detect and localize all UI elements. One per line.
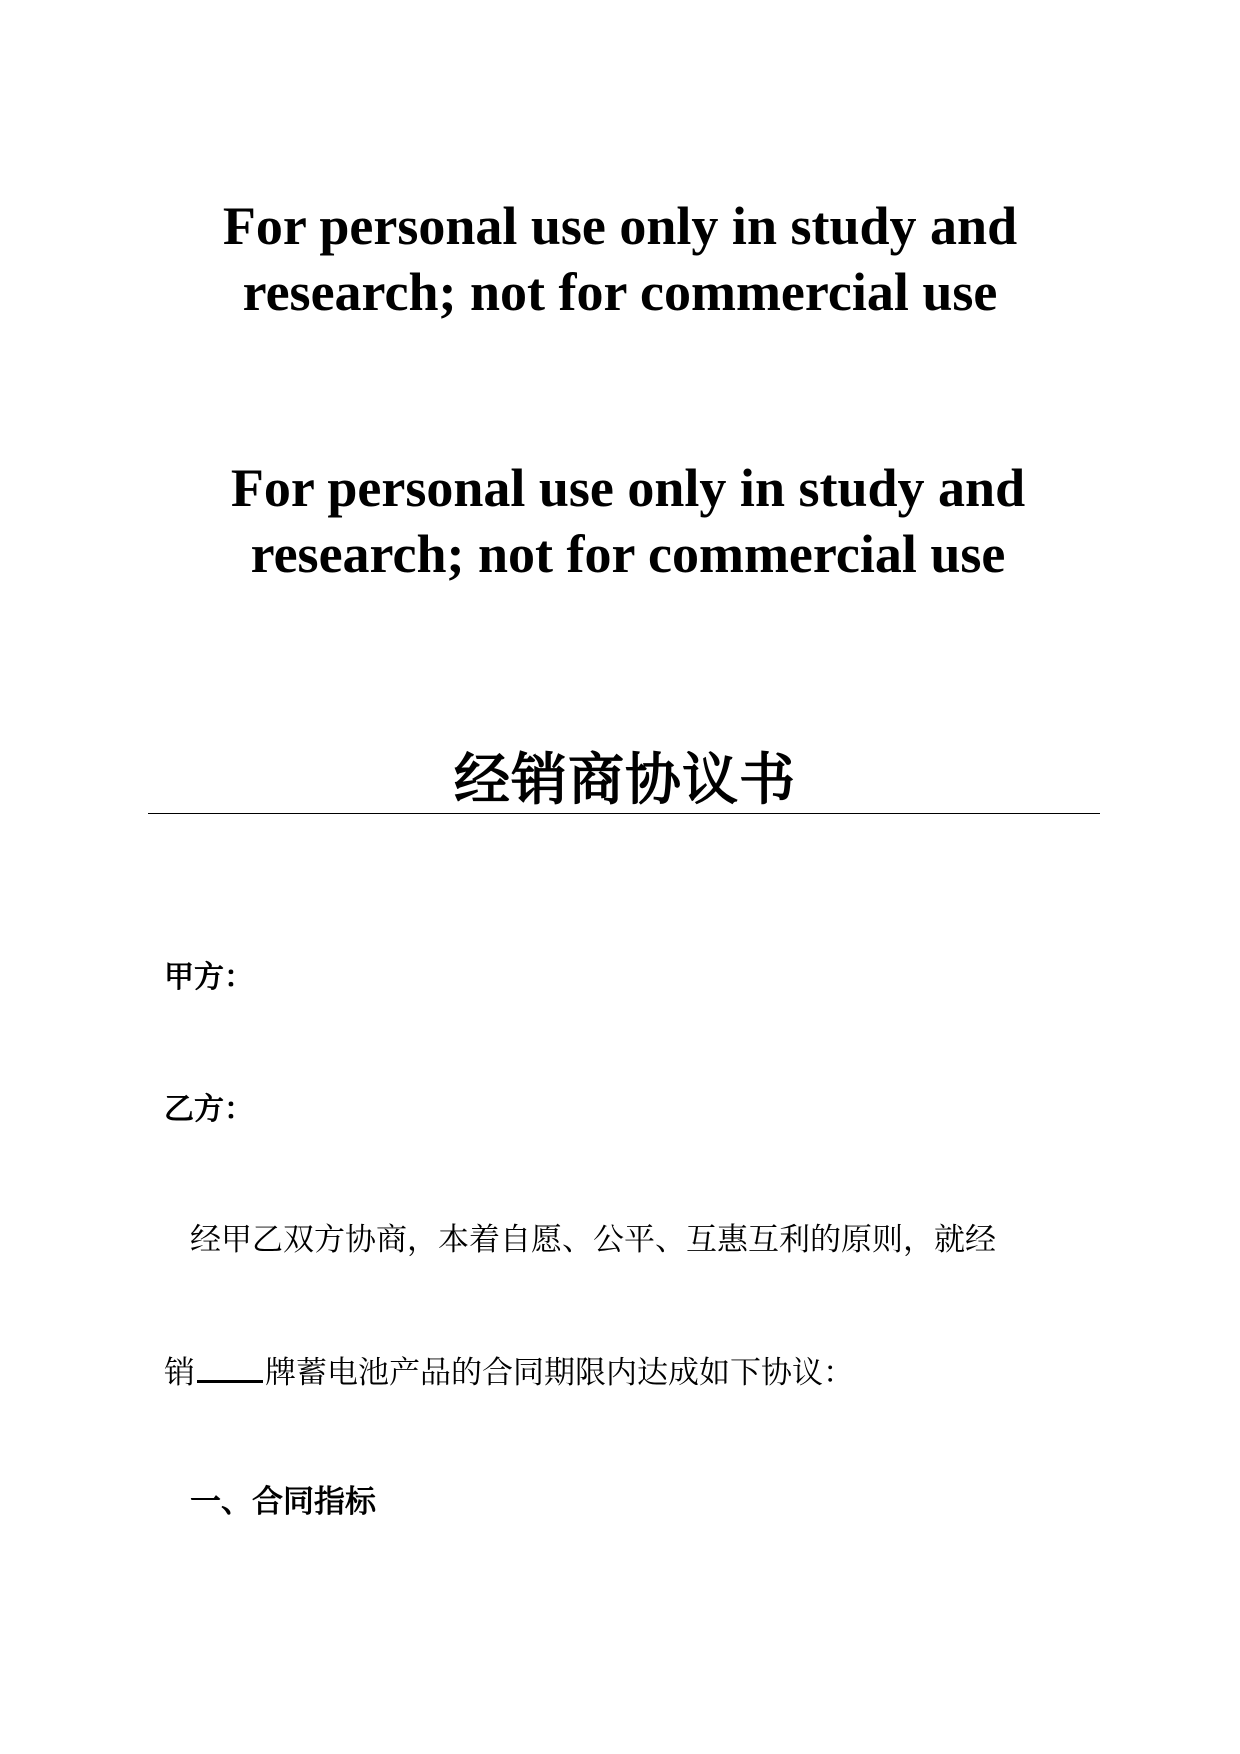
usage-notice-2	[158, 455, 1098, 587]
party-a-label: 甲方：	[164, 960, 254, 995]
usage-notice-1	[150, 193, 1090, 325]
intro-line-2-suffix: 牌蓄电池产品的合同期限内达成如下协议：	[265, 1355, 854, 1391]
intro-paragraph-line-2	[164, 1350, 854, 1395]
title-underline	[148, 813, 1100, 814]
usage-notice-1-line-2: research; not for commercial use	[242, 262, 998, 322]
section-1-heading: 一、合同指标	[190, 1484, 376, 1520]
party-b-label: 乙方：	[164, 1092, 254, 1127]
intro-line-2-prefix: 销	[164, 1355, 195, 1391]
usage-notice-2-line-1: For personal use only in study and	[230, 458, 1026, 518]
document-title: 经销商协议书	[454, 748, 796, 813]
usage-notice-2-line-2: research; not for commercial use	[250, 524, 1006, 584]
intro-paragraph-line-1: 经甲乙双方协商，本着自愿、公平、互惠互利的原则，就经	[190, 1222, 996, 1258]
usage-notice-1-line-1: For personal use only in study and	[222, 196, 1018, 256]
brand-blank-field	[197, 1350, 263, 1383]
